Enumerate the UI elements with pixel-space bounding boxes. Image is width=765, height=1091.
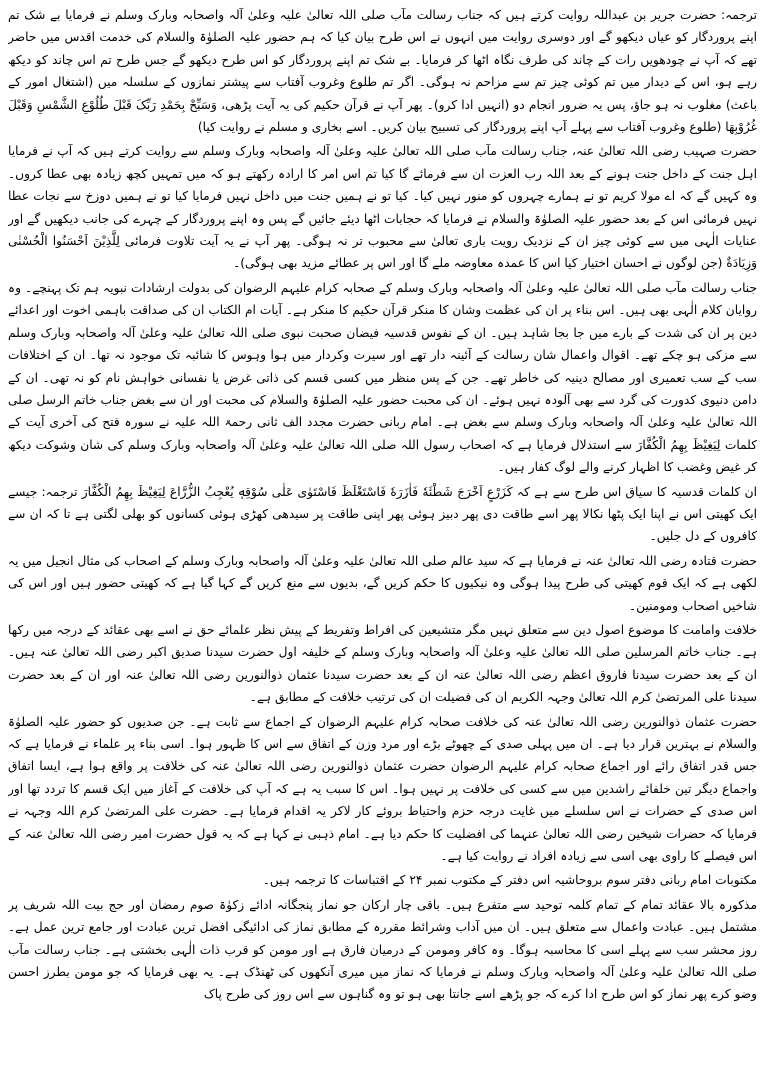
paragraph-companions: [8, 277, 757, 479]
paragraph-text: مذکورہ بالا عقائد تمام کے تمام کلمہ توحید سے متفرع ہیں۔ باقی چار ارکان جو نماز پنجگانہ ادائے زکوٰۃ صوم رمضان اور حج بیت اللہ شریف پر مشتمل ہیں۔ عبادت واعمال سے متعلق ہیں۔ ان میں آداب وشرائط مقررہ کے مطابق نماز کی ادائیگی افضل ترین عبادت اور جامع ترین عمل ہے۔ روز محشر سب سے پہلے اسی کا محاسبہ ہوگا۔ وہ کافر ومومن کے درمیان فارق ہے اور مومن کو قرب ذات الٰہی بخشتی ہے۔ جناب رسالت مآب صلی اللہ تعالیٰ علیہ وعلیٰ آلہ واصحابہ وبارک وسلم نے فرمایا کہ نماز میں میری آنکھوں کی ٹھنڈک ہے۔ یہ بھی فرمایا کہ جو مومن بطرز احسن وضو کرے پھر نماز کو اس طرح ادا کرے کہ جو پڑھے اسے جانتا بھی ہو تو وہ گناہوں سے اس روز کی طرح پاک: [8, 897, 757, 1002]
paragraph-text: حضرت قتادہ رضی اللہ تعالیٰ عنہ نے فرمایا ہے کہ سید عالم صلی اللہ تعالیٰ علیہ وعلیٰ آلہ واصحابہ وبارک وسلم کے اصحاب کی مثال انجیل میں یہ لکھی ہے کہ ایک قوم کھیتی کی طرح پیدا ہوگی وہ نیکیوں کا حکم کریں گے، بدیوں سے منع کریں گے کہا گیا ہے کہ کھیتی حضور ہیں اور اس کی شاخیں اصحاب ومومنین۔: [8, 553, 757, 613]
paragraph-label: ترجمہ:: [721, 8, 757, 22]
paragraph-text: حضرت جریر بن عبداللہ روایت کرتے ہیں کہ جناب رسالت مآب صلی اللہ تعالیٰ علیہ وعلیٰ آلہ واصحابہ وبارک وسلم نے فرمایا بے شک تم اپنے پروردگار کو عیاں دیکھو گے اور دوسری روایت میں انہوں نے اس طرح بیان کیا کہ ہم حضور علیہ الصلوٰۃ والسلام کی خدمت اقدس میں حاضر تھے کہ آپ نے چودھویں رات کے چاند کی طرف نگاہ اٹھا کر فرمایا۔ بے شک تم اپنے پروردگار کو اس طرح دیکھو گے جس طرح تم اس چاند کو دیکھ رہے ہو، اس کے دیدار میں تم کوئی چیز تم سے مزاحم نہ ہوگی۔ اگر تم طلوع وغروب آفتاب سے پیشتر نمازوں کے سلسلہ میں (اشتغال امور کے باعث) مغلوب نہ ہو جاؤ، پس یہ ضرور انجام دو (انہیں ادا کرو)۔ پھر آپ نے قرآن حکیم کی یہ آیت پڑھی، وَسَبِّحْ بِحَمْدِ رَبِّکَ قَبْلَ طُلُوْعِ الشَّمْسِ وَقَبْلَ غُرُوْبِهَا (طلوع وغروب آفتاب سے پہلے آپ اپنے پروردگار کی تسبیح بیان کریں۔ اسے بخاری و مسلم نے روایت کیا): [8, 8, 757, 135]
paragraph-text: جناب رسالت مآب صلی اللہ تعالیٰ علیہ وعلیٰ آلہ واصحابہ وبارک وسلم کے صحابہ کرام علیہم الرضوان کی بدولت ارشادات نبویہ ہم تک پہنچے۔ وہ روایان کلام الٰہی بھی ہیں۔ اس بناء پر ان کی عظمت وشان کا منکر قرآن حکیم کا منکر ہے۔ آیات ام الکتاب ان کی صداقت باہمی اخوت اور اعدائے دین پر ان کی شدت کے بارے میں جا بجا شاہد ہیں۔ ان کے نفوس قدسیہ فیضان صحبت نبوی صلی اللہ تعالیٰ علیہ وعلیٰ آلہ واصحابہ وبارک وسلم سے مزکی ہو چکے تھے۔ اقوال واعمال شان رسالت کے آئینہ دار تھے اور سیرت وکردار میں ہوا وہوس کا شائبہ تک موجود نہ تھا۔ ان کے اختلافات سب کے سب تعمیری اور مصالح دینیہ کی خاطر تھے۔ جن کے پس منظر میں کسی قسم کی ذاتی غرض یا نفسانی خواہش نام کو نہ تھی۔ ان کے دامن دنیوی کدورت کی گرد سے بھی آلودہ نہیں ہوئے۔ ان کی محبت حضور علیہ الصلوٰۃ والسلام کی محبت اور ان سے بغض جناب خاتم الرسل صلی اللہ تعالیٰ علیہ وعلیٰ آلہ واصحابہ وبارک وسلم سے بغض ہے۔ امام ربانی حضرت مجدد الف ثانی رحمۃ اللہ علیہ نے سورہ فتح کی آخری آیت کے کلمات لِيَغِيْظَ بِهِمُ الْكُفَّارَ سے استدلال فرمایا ہے کہ اصحاب رسول اللہ صلی اللہ تعالیٰ علیہ وعلیٰ آلہ واصحابہ وبارک وسلم کی شان وشوکت دیکھ کر غیض وغضب کا اظہار کرنے والے لوگ کفار ہیں۔: [8, 280, 757, 475]
paragraph-worship: [8, 894, 757, 1006]
paragraph-text: ان کلمات قدسیہ کا سیاق اس طرح سے ہے کہ كَزَرْعٍ اَخْرَجَ شَطْئَهٗ فَاٰزَرَهٗ فَاسْتَغْلَظَ فَاسْتَوٰى عَلٰى سُوْقِهٖ يُعْجِبُ الزُّرَّاعَ لِيَغِيْظَ بِهِمُ الْكُفَّارَ ترجمہ: جیسے ایک کھیتی اس نے اپنا ایک پٹھا نکالا پھر اسے طاقت دی پھر دبیز ہوئی پھر اپنی طاقت پر سیدھی کھڑی ہوئی کسانوں کو بھلی لگتی ہے تا کہ ان سے کافروں کے دل جلیں۔: [8, 484, 757, 544]
paragraph-text: حضرت عثمان ذوالنورین رضی اللہ تعالیٰ عنہ کی خلافت صحابہ کرام علیہم الرضوان کے اجماع سے ثابت ہے۔ جن صدیوں کو حضور علیہ الصلوٰۃ والسلام نے بہترین قرار دیا ہے۔ ان میں پہلی صدی کے چھوٹے بڑے اور مرد وزن کے اتفاق سے اس کا ظہور ہوا۔ اسی بناء پر علماء نے فرمایا ہے کہ جس قدر اتفاق رائے اور اجماع صحابہ کرام علیہم الرضوان حضرت عثمان ذوالنورین رضی اللہ تعالیٰ عنہ کی خلافت پر واقع ہوا ہے، ایسا اتفاق واجماع دیگر تین خلفائے راشدین میں سے کسی کی خلافت پر نہیں ہوا۔ اس کا سبب یہ ہے کہ آپ کی خلافت کے آغاز میں ایک قسم کا تردد تھا اور اس صدی کے حضرات نے اس سلسلے میں غایت درجہ حزم واحتیاط بروئے کار لاکر یہ اقدام فرمایا ہے۔ حضرت علی المرتضیٰ کرم اللہ وجہہ نے فرمایا کہ حضرات شیخین رضی اللہ تعالیٰ عنہما کی افضلیت کا حکم دیا ہے۔ امام ذہبی نے کہا ہے کہ یہ قول حضرت امیر رضی اللہ تعالیٰ عنہ کے اس فیصلے کا راوی بھی اسی سے زیادہ افراد نے روایت کیا ہے۔: [8, 714, 757, 864]
paragraph-suhaib-hadith: [8, 140, 757, 274]
paragraph-text: مکتوبات امام ربانی دفتر سوم بروحاشیہ اس دفتر کے مکتوب نمبر ۲۴ کے اقتباسات کا ترجمہ ہیں۔: [262, 873, 757, 888]
paragraph-uthman: [8, 711, 757, 868]
paragraph-text: حضرت صہیب رضی اللہ تعالیٰ عنہ، جناب رسالت مآب صلی اللہ تعالیٰ علیہ وعلیٰ آلہ واصحابہ وبارک وسلم سے روایت کرتے ہیں کہ آپ نے فرمایا اہل جنت کے داخل جنت ہونے کے بعد اللہ رب العزت ان سے فرمائے گا کیا تم اس امر کا ارادہ رکھتے ہو کہ میں تمہیں کچھ زیادہ بھی عطا کروں۔ وہ کہیں گے کہ اے مولا کریم تو نے ہمارے چہروں کو منور نہیں کیا۔ کیا تو نے ہمیں جنت میں داخل نہیں فرمایا کیا تو نے ہمیں دوزخ سے نجات عطا نہیں فرمائی اس کے بعد حضور علیہ الصلوٰۃ والسلام نے فرمایا کہ حجابات اٹھا دیئے جائیں گے پس وہ اپنے پروردگار کے چہرے کی جانب دیکھیں گے اور عنایات الٰہی میں سے کوئی چیز ان کے نزدیک رویت باری تعالیٰ سے محبوب تر نہ ہوگی۔ پھر آپ نے یہ آیت تلاوت فرمائی لِلَّذِيْنَ اَحْسَنُوا الْحُسْنٰى وَزِيَادَةٌ (جن لوگوں نے احسان اختیار کیا اس کا عمدہ معاوضہ ملے گا اور اس پر عطائے مزید بھی ہوگی)۔: [8, 144, 757, 271]
paragraph-maktubat-note: [8, 869, 757, 891]
document-page: [8, 4, 757, 1087]
paragraph-verse-context: [8, 481, 757, 548]
paragraph-caliphate: [8, 619, 757, 709]
paragraph-text: خلافت وامامت کا موضوع اصول دین سے متعلق نہیں مگر متشیعین کی افراط وتفریط کے پیش نظر علمائے حق نے اسے بھی عقائد کے درجہ میں رکھا ہے۔ جناب خاتم المرسلین صلی اللہ تعالیٰ علیہ وعلیٰ آلہ واصحابہ وبارک وسلم کے خلیفہ اول حضرت سیدنا صدیق اکبر رضی اللہ تعالیٰ عنہ ہیں۔ ان کے بعد حضرت سیدنا فاروق اعظم رضی اللہ تعالیٰ عنہ ان کے بعد حضرت سیدنا عثمان ذوالنورین رضی اللہ تعالیٰ عنہ اور ان کے بعد حضرت سیدنا علی المرتضیٰ کرم اللہ تعالیٰ وجہہ الکریم ان کی فضیلت ان کی ترتیب خلافت کے مطابق ہے۔: [8, 622, 757, 705]
paragraph-qatada: [8, 550, 757, 617]
paragraph-translation: [8, 4, 757, 138]
